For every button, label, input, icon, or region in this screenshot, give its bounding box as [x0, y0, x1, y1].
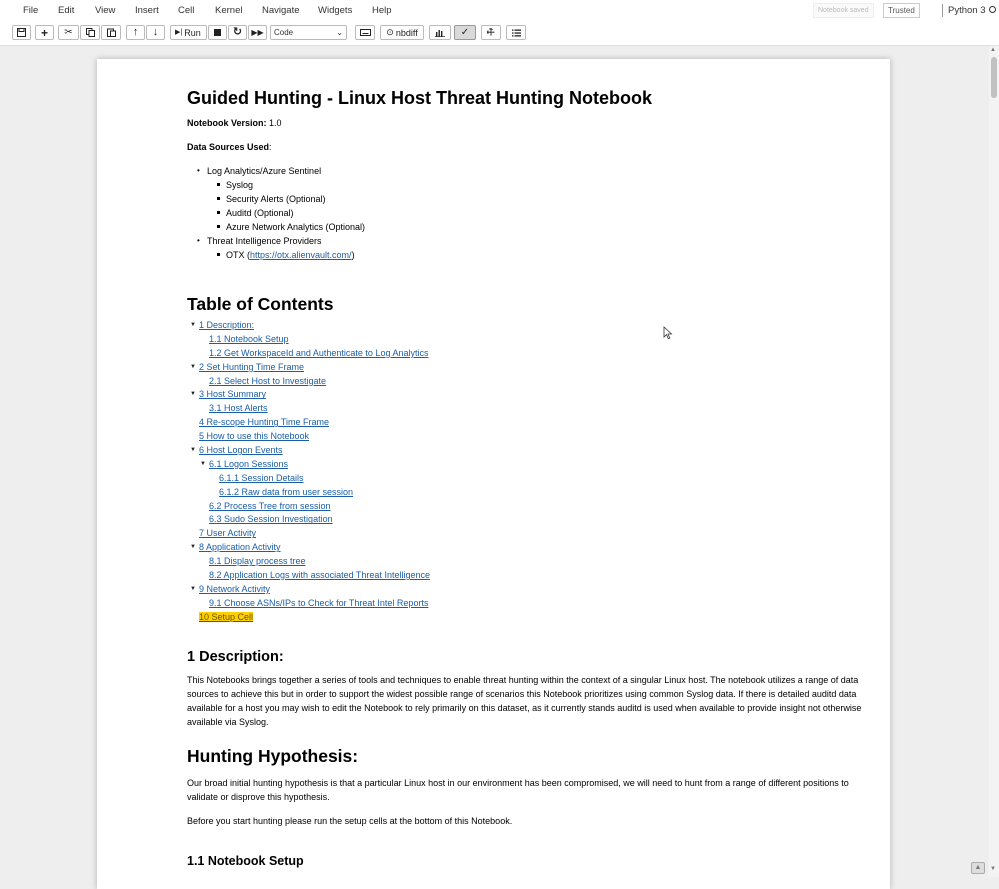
restart-icon: ↻ — [232, 26, 243, 38]
section-1-text: This Notebooks brings together a series of tools and techniques to enable threat hunting within the context of a singular Linux host. The notebook utilizes a range of data sources to achieve this but in order to support the widest possible range of scenarios this Notebook prioritizes using common Syslog data. If there is detailed auditd data available for a host you may wish to edit the Notebook to rely primarily on this dataset, as it currently stands auditd is used when available to provide insight not otherwise available via Syslog. — [187, 674, 862, 727]
menu-navigate[interactable]: Navigate — [262, 5, 300, 16]
toc-heading: Table of Contents — [187, 294, 334, 314]
toc-item[interactable] — [187, 569, 867, 583]
table-of-contents — [187, 319, 867, 625]
toc-link[interactable]: 6.2 Process Tree from session — [209, 500, 331, 511]
toc-item[interactable] — [187, 486, 867, 500]
toc-item[interactable] — [187, 361, 867, 375]
toc-link[interactable]: 6.1 Logon Sessions — [209, 458, 289, 469]
collapse-triangle-icon[interactable]: ▼ — [190, 391, 196, 398]
toc-link[interactable]: 8.1 Display process tree — [209, 556, 306, 567]
toc-item[interactable] — [187, 319, 867, 333]
toc-item[interactable] — [187, 333, 867, 347]
data-sources-heading — [187, 140, 867, 154]
toc-link[interactable]: 6.3 Sudo Session Investigation — [209, 514, 333, 525]
cell-type-value: Code — [274, 28, 294, 37]
sub-list — [207, 248, 867, 262]
command-palette-button[interactable] — [355, 25, 375, 40]
move-up-button[interactable] — [126, 25, 145, 40]
toolbar — [0, 21, 999, 46]
wrench-icon: ⚒ — [484, 25, 498, 39]
toc-link[interactable]: 6.1.2 Raw data from user session — [219, 486, 354, 497]
toc-link[interactable]: 7 User Activity — [199, 528, 257, 539]
toc-item[interactable] — [187, 472, 867, 486]
hypothesis-note: Before you start hunting please run the setup cells at the bottom of this Notebook. — [187, 815, 513, 826]
data-sources-label: Data Sources Used — [187, 142, 270, 152]
toc-item[interactable] — [187, 500, 867, 514]
restart-run-all-button[interactable] — [248, 25, 267, 40]
toc-link[interactable]: 2 Set Hunting Time Frame — [199, 361, 305, 372]
data-sources-list — [187, 164, 867, 262]
toc-link[interactable]: 8.2 Application Logs with associated Threat Intelligence — [209, 570, 430, 581]
toc-item[interactable] — [187, 555, 867, 569]
menubar — [0, 0, 999, 22]
toc-link[interactable]: 2.1 Select Host to Investigate — [209, 375, 327, 386]
save-status-indicator: Notebook saved — [813, 3, 874, 18]
toc-item[interactable] — [187, 444, 867, 458]
otx-prefix: OTX ( — [226, 250, 250, 260]
menu-edit[interactable]: Edit — [58, 5, 75, 16]
run-label: Run — [184, 27, 201, 38]
collapse-triangle-icon[interactable]: ▼ — [190, 322, 196, 328]
kernel-name[interactable]: Python 3 — [948, 5, 986, 16]
toc-item[interactable] — [187, 458, 867, 472]
otx-suffix: ) — [351, 250, 355, 260]
check-icon: ✓ — [460, 26, 470, 38]
scrollbar-thumb[interactable] — [991, 57, 997, 98]
toc-link[interactable]: 1.1 Notebook Setup — [209, 333, 289, 344]
trusted-indicator[interactable]: Trusted — [883, 3, 920, 18]
otx-link[interactable]: https://otx.alienvault.com/ — [250, 250, 352, 260]
version-value: 1.0 — [269, 118, 282, 128]
toc-item[interactable] — [187, 513, 867, 527]
cell-type-select[interactable] — [270, 25, 347, 40]
menu-file[interactable]: File — [23, 5, 39, 16]
toc-link[interactable]: 3.1 Host Alerts — [209, 403, 268, 414]
section-1-1-heading: 1.1 Notebook Setup — [187, 853, 304, 868]
menu-cell[interactable]: Cell — [178, 5, 195, 16]
toc-item[interactable] — [187, 402, 867, 416]
back-to-top-button[interactable] — [971, 862, 985, 874]
scrollbar-track[interactable] — [989, 46, 999, 877]
tools-button[interactable] — [481, 25, 501, 40]
collapse-triangle-icon[interactable]: ▼ — [190, 585, 196, 592]
save-button[interactable] — [12, 25, 31, 40]
toc-item[interactable] — [187, 583, 867, 597]
nbdiff-icon: ⊙ — [386, 27, 394, 37]
source-name: Threat Intelligence Providers — [207, 236, 322, 246]
toc-link[interactable]: 9.1 Choose ASNs/IPs to Check for Threat Intel Reports — [209, 597, 429, 608]
list-item — [187, 234, 867, 262]
toc-link[interactable]: 8 Application Activity — [199, 542, 281, 553]
toc-item[interactable] — [187, 541, 867, 555]
section-1-heading: 1 Description: — [187, 648, 284, 665]
add-cell-icon: + — [40, 25, 48, 40]
toc-item[interactable] — [187, 375, 867, 389]
cut-icon: ✂ — [64, 26, 73, 38]
toc-item[interactable] — [187, 388, 867, 402]
menu-help[interactable]: Help — [372, 5, 392, 16]
notebook-page — [97, 59, 890, 889]
toc-link[interactable]: 1 Description: — [199, 320, 255, 330]
toc-link[interactable]: 3 Host Summary — [199, 389, 267, 400]
list-item: Security Alerts (Optional) — [207, 192, 867, 206]
menu-view[interactable]: View — [95, 5, 116, 16]
version-label: Notebook Version: — [187, 118, 267, 128]
toc-item[interactable] — [187, 416, 867, 430]
add-cell-button[interactable] — [35, 25, 54, 40]
toc-link[interactable]: 5 How to use this Notebook — [199, 431, 310, 442]
sub-list — [207, 178, 867, 234]
notebook-title: Guided Hunting - Linux Host Threat Hunting Notebook — [187, 88, 652, 108]
hypothesis-text: Our broad initial hunting hypothesis is that a particular Linux host in our environment has been compromised, we will need to hunt from a range of different positions to validate or disprove this hypothesis. — [187, 777, 849, 802]
version-line — [187, 116, 867, 130]
move-down-button[interactable] — [146, 25, 165, 40]
run-icon: ▶| — [175, 29, 183, 36]
toc-link[interactable]: 1.2 Get WorkspaceId and Authenticate to Log Analytics — [209, 347, 429, 358]
paste-button[interactable] — [101, 25, 121, 40]
collapse-triangle-icon[interactable]: ▼ — [190, 447, 196, 454]
scroll-up-icon[interactable]: ▲ — [990, 47, 996, 53]
stop-icon — [214, 29, 221, 36]
copy-icon — [86, 28, 95, 37]
kernel-status-icon — [989, 6, 996, 13]
notebook-content — [187, 87, 867, 870]
menu-insert[interactable]: Insert — [135, 5, 159, 16]
kernel-separator — [942, 4, 943, 17]
toc-link[interactable]: 10 Setup Cell — [199, 611, 254, 622]
move-down-icon: ↓ — [152, 26, 159, 38]
run-button[interactable] — [170, 25, 207, 40]
toc-item[interactable] — [187, 597, 867, 611]
nbdiff-button[interactable] — [380, 25, 424, 40]
list-item — [187, 164, 867, 234]
toc-item[interactable] — [187, 347, 867, 361]
move-up-icon: ↑ — [132, 26, 139, 38]
copy-button[interactable] — [80, 25, 100, 40]
toc-link[interactable]: 6.1.1 Session Details — [219, 472, 304, 483]
list-item: Auditd (Optional) — [207, 206, 867, 220]
hypothesis-heading: Hunting Hypothesis: — [187, 745, 359, 766]
chart-button[interactable] — [429, 25, 451, 40]
menu-widgets[interactable]: Widgets — [318, 5, 353, 16]
mouse-cursor-icon — [663, 326, 673, 340]
paste-icon — [107, 28, 116, 37]
source-name: Log Analytics/Azure Sentinel — [207, 166, 322, 176]
stop-button[interactable] — [208, 25, 227, 40]
list-item: Syslog — [207, 178, 867, 192]
restart-button[interactable] — [228, 25, 247, 40]
fast-forward-icon: ▶▶ — [251, 27, 264, 37]
chevron-down-icon: ⌄ — [336, 28, 343, 37]
toc-link[interactable]: 4 Re-scope Hunting Time Frame — [199, 417, 330, 428]
collapse-triangle-icon[interactable]: ▼ — [190, 363, 196, 370]
list-item: Azure Network Analytics (Optional) — [207, 220, 867, 234]
bar-chart-icon — [435, 29, 445, 37]
toc-toggle-button[interactable] — [506, 25, 526, 40]
toc-active-highlight — [199, 612, 253, 622]
keyboard-icon — [360, 29, 371, 36]
toggle-check-button[interactable] — [454, 25, 476, 40]
cut-button[interactable] — [58, 25, 79, 40]
toc-link[interactable]: 6 Host Logon Events — [199, 445, 283, 456]
toc-item-active[interactable] — [187, 611, 867, 625]
list-icon — [512, 29, 521, 37]
data-sources-colon: : — [269, 142, 272, 152]
up-arrow-icon: ▲ — [974, 864, 982, 871]
collapse-triangle-icon[interactable]: ▼ — [200, 460, 206, 467]
toc-link[interactable]: 9 Network Activity — [199, 583, 271, 594]
scroll-down-icon[interactable]: ▼ — [990, 866, 996, 872]
toc-item[interactable] — [187, 527, 867, 541]
nbdiff-label: nbdiff — [395, 27, 418, 38]
save-icon — [17, 28, 26, 37]
menu-kernel[interactable]: Kernel — [215, 5, 243, 16]
collapse-triangle-icon[interactable]: ▼ — [190, 544, 196, 551]
list-item — [207, 248, 867, 262]
toc-item[interactable] — [187, 430, 867, 444]
